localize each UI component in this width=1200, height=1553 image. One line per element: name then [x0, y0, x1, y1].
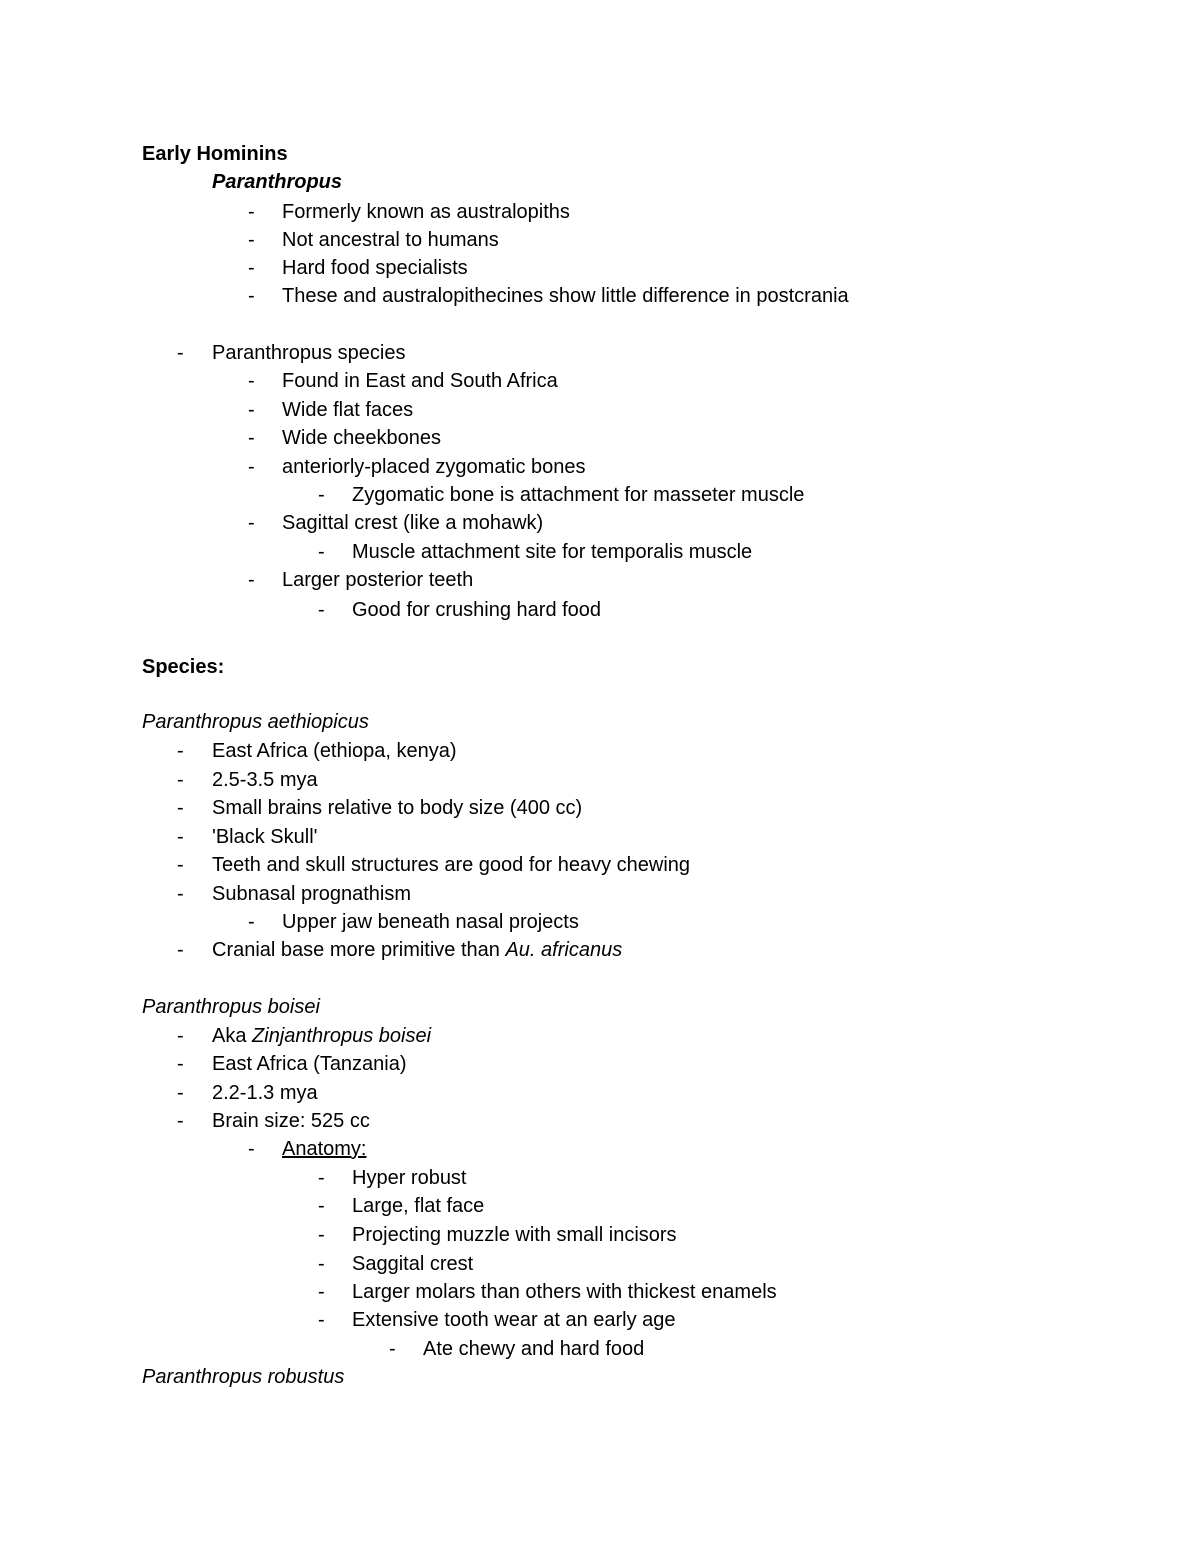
bullet: -: [248, 399, 255, 421]
bullet: -: [177, 939, 184, 961]
bullet: -: [318, 1224, 325, 1246]
bullet: -: [177, 883, 184, 905]
list-item: Formerly known as australopiths: [282, 201, 570, 223]
list-item: East Africa (Tanzania): [212, 1053, 407, 1075]
species-name: Paranthropus robustus: [142, 1366, 345, 1388]
list-item: Larger molars than others with thickest enamels: [352, 1281, 777, 1303]
list-item: Projecting muzzle with small incisors: [352, 1224, 677, 1246]
bullet: -: [248, 512, 255, 534]
bullet: -: [177, 826, 184, 848]
list-item: Hyper robust: [352, 1167, 467, 1189]
list-item: 2.5-3.5 mya: [212, 769, 318, 791]
bullet: -: [248, 427, 255, 449]
bullet: -: [248, 229, 255, 251]
list-item: Brain size: 525 cc: [212, 1110, 370, 1132]
list-item: Teeth and skull structures are good for heavy chewing: [212, 854, 691, 876]
list-item: Extensive tooth wear at an early age: [352, 1309, 676, 1331]
bullet: -: [177, 854, 184, 876]
bullet: -: [248, 911, 255, 933]
species-heading: Species:: [142, 656, 225, 678]
bullet: -: [177, 1053, 184, 1075]
list-item: 2.2-1.3 mya: [212, 1082, 318, 1104]
bullet: -: [318, 1281, 325, 1303]
cranial-species: Au. africanus: [505, 939, 623, 961]
list-item: Muscle attachment site for temporalis muscle: [352, 541, 753, 563]
aka-species: Zinjanthropus boisei: [252, 1025, 432, 1047]
bullet: -: [177, 1025, 184, 1047]
bullet: -: [318, 541, 325, 563]
aka-text: Aka: [212, 1025, 253, 1047]
bullet: -: [177, 1110, 184, 1132]
bullet: -: [318, 599, 325, 621]
bullet: -: [318, 484, 325, 506]
bullet: -: [318, 1253, 325, 1275]
list-item: Large, flat face: [352, 1195, 485, 1217]
bullet: -: [177, 342, 184, 364]
genus-heading: Paranthropus: [212, 171, 343, 193]
list-item: 'Black Skull': [212, 826, 318, 848]
list-item: [212, 938, 622, 962]
list-item: Not ancestral to humans: [282, 229, 499, 251]
species-name: Paranthropus boisei: [142, 996, 320, 1018]
bullet: -: [177, 740, 184, 762]
list-item: East Africa (ethiopa, kenya): [212, 740, 457, 762]
bullet: -: [248, 569, 255, 591]
list-item: Paranthropus species: [212, 342, 406, 364]
bullet: -: [248, 285, 255, 307]
list-item: Zygomatic bone is attachment for masseter muscle: [352, 484, 805, 506]
list-item: Hard food specialists: [282, 257, 468, 279]
bullet: -: [248, 201, 255, 223]
list-item: Larger posterior teeth: [282, 569, 474, 591]
cranial-text: Cranial base more primitive than: [212, 939, 506, 961]
bullet: -: [389, 1338, 396, 1360]
list-item: Small brains relative to body size (400 cc): [212, 797, 583, 819]
bullet: -: [177, 797, 184, 819]
bullet: -: [177, 1082, 184, 1104]
list-item: Subnasal prognathism: [212, 883, 412, 905]
bullet: -: [318, 1167, 325, 1189]
list-item: Sagittal crest (like a mohawk): [282, 512, 544, 534]
list-item: Good for crushing hard food: [352, 599, 602, 621]
list-item: Wide cheekbones: [282, 427, 441, 449]
list-item: anteriorly-placed zygomatic bones: [282, 456, 586, 478]
list-item: Upper jaw beneath nasal projects: [282, 911, 579, 933]
bullet: -: [318, 1195, 325, 1217]
list-item: Saggital crest: [352, 1253, 474, 1275]
list-item: Found in East and South Africa: [282, 370, 558, 392]
list-item: [212, 1024, 431, 1048]
list-item: Ate chewy and hard food: [423, 1338, 645, 1360]
bullet: -: [248, 456, 255, 478]
list-item: These and australopithecines show little difference in postcrania: [282, 285, 849, 307]
document-title: Early Hominins: [142, 143, 288, 165]
bullet: -: [248, 1138, 255, 1160]
bullet: -: [177, 769, 184, 791]
list-item: Wide flat faces: [282, 399, 414, 421]
bullet: -: [318, 1309, 325, 1331]
bullet: -: [248, 257, 255, 279]
anatomy-label: Anatomy:: [282, 1138, 367, 1160]
species-name: Paranthropus aethiopicus: [142, 711, 369, 733]
bullet: -: [248, 370, 255, 392]
